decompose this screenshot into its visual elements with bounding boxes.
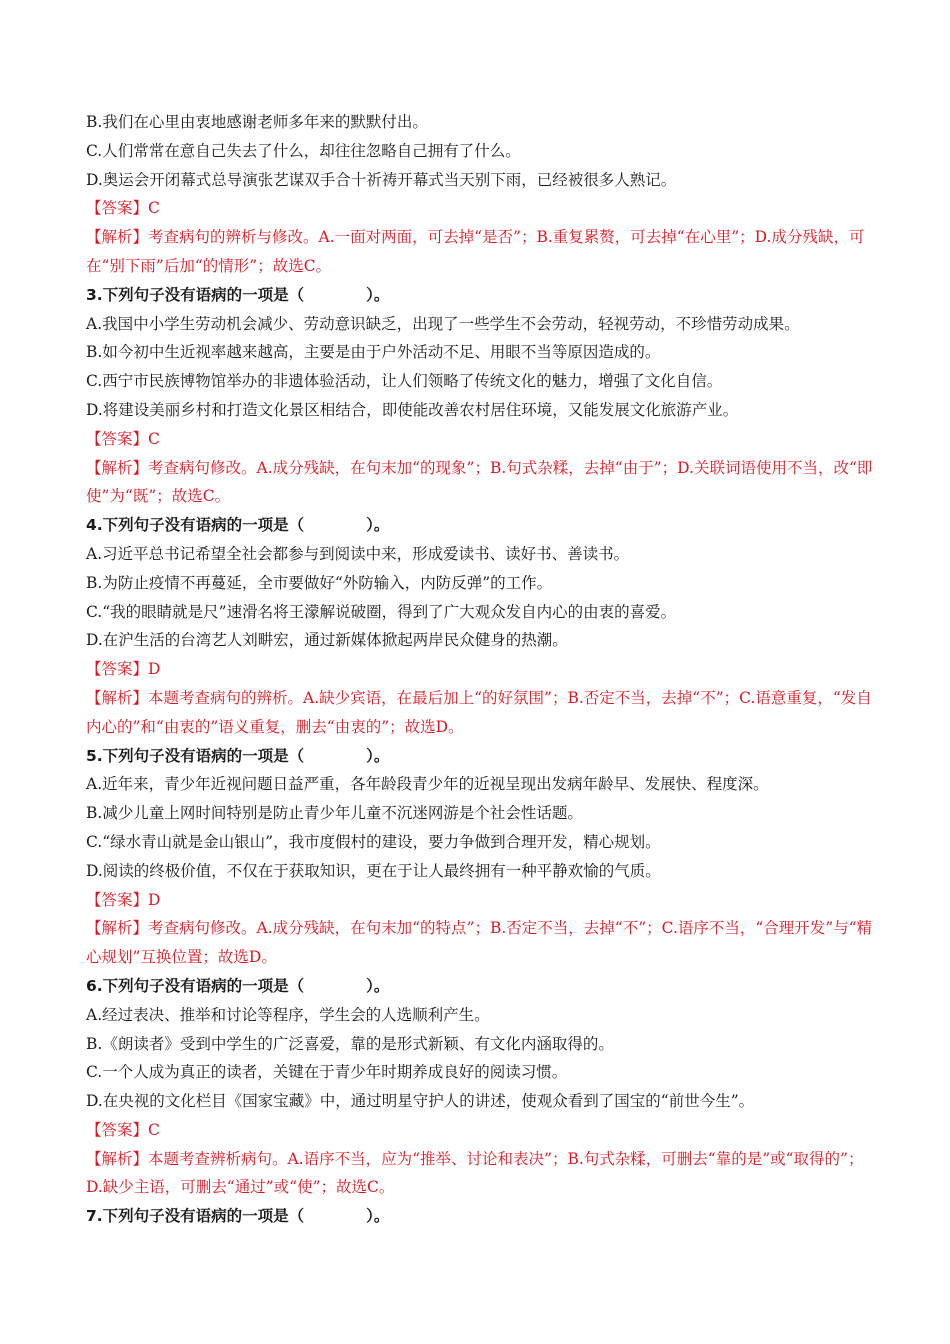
question-title: 6.下列句子没有语病的一项是（ ）。 bbox=[86, 976, 390, 995]
answer-line: 【答案】C bbox=[86, 429, 160, 448]
document-page bbox=[86, 108, 876, 1231]
explanation-line: 【解析】考查病句的辨析与修改。A.一面对两面，可去掉“是否”；B.重复累赘，可去掉“在心里”；D.成分残缺，可在“别下雨”后加“的情形”；故选C。 bbox=[86, 228, 865, 275]
option-line: D.在央视的文化栏目《国家宝藏》中，通过明星守护人的讲述，使观众看到了国宝的“前世今生”。 bbox=[86, 1092, 755, 1111]
explanation-line: 【解析】考查病句修改。A.成分残缺，在句末加“的特点”；B.否定不当，去掉“不”；C.语序不当，“合理开发”与“精心规划”互换位置；故选D。 bbox=[86, 919, 873, 967]
option-line: D.将建设美丽乡村和打造文化景区相结合，即使能改善农村居住环境，又能发展文化旅游产业。 bbox=[86, 400, 739, 419]
option-line: B.减少儿童上网时间特别是防止青少年儿童不沉迷网游是个社会性话题。 bbox=[86, 804, 583, 823]
option-line: A.习近平总书记希望全社会都参与到阅读中来，形成爱读书、读好书、善读书。 bbox=[86, 544, 630, 563]
question-title: 3.下列句子没有语病的一项是（ ）。 bbox=[86, 285, 390, 304]
option-line: C.“我的眼睛就是尺”速滑名将王濛解说破圈，得到了广大观众发自内心的由衷的喜爱。 bbox=[86, 602, 677, 621]
option-line: D.奥运会开闭幕式总导演张艺谋双手合十祈祷开幕式当天别下雨，已经被很多人熟记。 bbox=[86, 170, 677, 189]
option-line: A.经过表决、推举和讨论等程序，学生会的人选顺利产生。 bbox=[86, 1005, 490, 1024]
option-line: C.一个人成为真正的读者，关键在于青少年时期养成良好的阅读习惯。 bbox=[86, 1063, 568, 1082]
explanation-line: 【解析】本题考查病句的辨析。A.缺少宾语，在最后加上“的好氛围”；B.否定不当，去掉“不”；C.语意重复，“发自内心的”和“由衷的”语义重复，删去“由衷的”；故选D。 bbox=[86, 688, 872, 736]
question-title: 5.下列句子没有语病的一项是（ ）。 bbox=[86, 746, 390, 765]
explanation-line: 【解析】本题考查辨析病句。A.语序不当，应为“推举、讨论和表决”；B.句式杂糅，可删去“靠的是”或“取得的”；D.缺少主语，可删去“通过”或“使”；故选C。 bbox=[86, 1149, 864, 1197]
option-line: D.在沪生活的台湾艺人刘畊宏，通过新媒体掀起两岸民众健身的热潮。 bbox=[86, 631, 568, 650]
answer-line: 【答案】C bbox=[86, 1120, 160, 1139]
question-title: 7.下列句子没有语病的一项是（ ）。 bbox=[86, 1207, 390, 1226]
answer-line: 【答案】C bbox=[86, 199, 160, 218]
question-title: 4.下列句子没有语病的一项是（ ）。 bbox=[86, 516, 390, 535]
option-line: C.西宁市民族博物馆举办的非遗体验活动，让人们领略了传统文化的魅力，增强了文化自信。 bbox=[86, 372, 723, 391]
option-line: B.为防止疫情不再蔓延，全市要做好“外防输入，内防反弹”的工作。 bbox=[86, 573, 553, 592]
option-line: D.阅读的终极价值，不仅在于获取知识，更在于让人最终拥有一种平静欢愉的气质。 bbox=[86, 861, 661, 880]
option-line: B.我们在心里由衷地感谢老师多年来的默默付出。 bbox=[86, 113, 428, 131]
option-line: A.我国中小学生劳动机会减少、劳动意识缺乏，出现了一些学生不会劳动，轻视劳动，不珍惜劳动成果。 bbox=[86, 314, 800, 333]
option-line: A.近年来，青少年近视问题日益严重，各年龄段青少年的近视呈现出发病年龄早、发展快、程度深。 bbox=[86, 775, 769, 794]
answer-line: 【答案】D bbox=[86, 890, 161, 909]
option-line: B.如今初中生近视率越来越高，主要是由于户外活动不足、用眼不当等原因造成的。 bbox=[86, 343, 661, 362]
answer-line: 【答案】D bbox=[86, 660, 161, 679]
option-line: C.人们常常在意自己失去了什么，却往往忽略自己拥有了什么。 bbox=[86, 141, 521, 160]
explanation-line: 【解析】考查病句修改。A.成分残缺，在句末加“的现象”；B.句式杂糅，去掉“由于”；D.关联词语使用不当，改“即使”为“既”；故选C。 bbox=[86, 458, 873, 506]
option-line: B.《朗读者》受到中学生的广泛喜爱，靠的是形式新颖、有文化内涵取得的。 bbox=[86, 1034, 614, 1053]
option-line: C.“绿水青山就是金山银山”，我市度假村的建设，要力争做到合理开发，精心规划。 bbox=[86, 832, 661, 851]
